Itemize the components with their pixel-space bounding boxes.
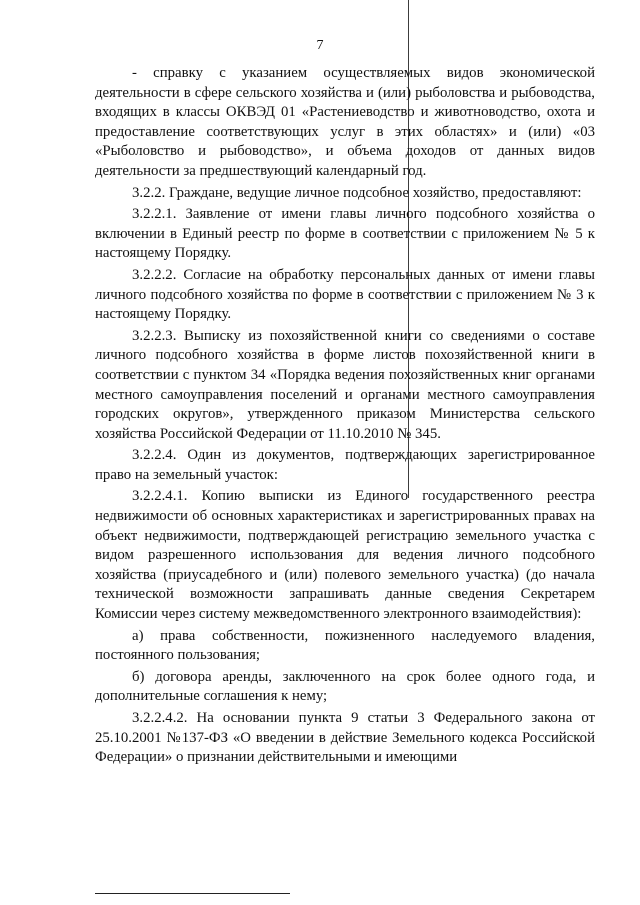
footer-rule xyxy=(95,893,290,894)
paragraph-3-2-2-2: 3.2.2.2. Согласие на обработку персональных данных от имени главы личного подсобного хозяйства по форме в соответствии с приложением № 3 к настоящему Порядку. xyxy=(95,266,595,323)
paragraph-3-2-2-4: 3.2.2.4. Один из документов, подтверждающих зарегистрированное право на земельный участок: xyxy=(95,447,595,483)
document-body xyxy=(95,64,595,768)
paragraph-certificate: - справку с указанием осуществляемых видов экономической деятельности в сфере сельского хозяйства и (или) рыболовства и рыбоводства, входящих в классы ОКВЭД 01 «Растениеводство и животноводство, охота и предоставление соответствующих услуг в этих областях» и (или) «03 «Рыболовство и рыбоводство», и объема доходов от данных видов деятельности за предшествующий календарный год. xyxy=(95,65,595,179)
page-number: 7 xyxy=(316,38,324,53)
paragraph-3-2-2-1: 3.2.2.1. Заявление от имени главы личного подсобного хозяйства о включении в Единый реестр по форме в соответствии с приложением № 5 к настоящему Порядку. xyxy=(95,206,595,262)
list-item-a: а) права собственности, пожизненного наследуемого владения, постоянного пользования; xyxy=(95,627,595,664)
paragraph-3-2-2-4-1: 3.2.2.4.1. Копию выписки из Единого государственного реестра недвижимости об основных характеристиках и зарегистрированных правах на объект недвижимости, подтверждающей регистрацию земельного участка с видом разрешенного использования для ведения личного подсобного хозяйства (приусадебного и (или) полевого земельного участка) (до начала технической возможности запрашивать данные сведения Секретарем Комиссии через систему межведомственного электронного взаимодействия): xyxy=(95,488,595,623)
list-item-b: б) договора аренды, заключенного на срок более одного года, и дополнительные соглашения к нему; xyxy=(95,668,595,705)
paragraph-3-2-2: 3.2.2. Граждане, ведущие личное подсобное хозяйство, предоставляют: xyxy=(132,184,582,201)
paragraph-3-2-2-4-2: 3.2.2.4.2. На основании пункта 9 статьи 3 Федерального закона от 25.10.2001 №137-ФЗ «О введении в действие Земельного кодекса Российской Федерации» о признании действительными и имеющими xyxy=(95,710,595,766)
paragraph-3-2-2-3: 3.2.2.3. Выписку из похозяйственной книги со сведениями о составе личного подсобного хозяйства в форме листов похозяйственной книги в соответствии с пунктом 34 «Порядка ведения похозяйственных книг органами местного самоуправления поселений и органами местного самоуправления городских округов», утвержденного приказом Министерства сельского хозяйства Российской Федерации от 11.10.2010 № 345. xyxy=(95,327,595,442)
